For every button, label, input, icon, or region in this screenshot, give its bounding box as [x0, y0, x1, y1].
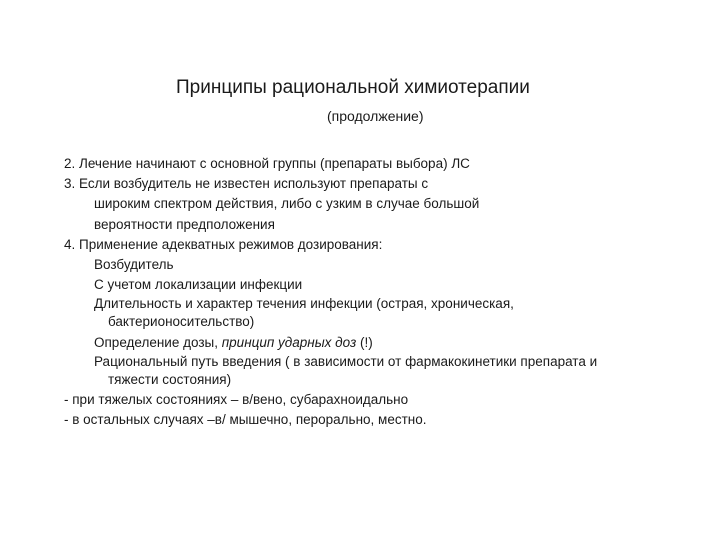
slide-subtitle: (продолжение): [327, 108, 424, 124]
item-3-line-3: вероятности предположения: [94, 216, 275, 232]
sub-item-pathogen: Возбудитель: [94, 256, 174, 272]
item-2: 2. Лечение начинают с основной группы (препараты выбора) ЛС: [64, 156, 470, 171]
sub-item-route-line-2: тяжести состояния): [108, 371, 232, 387]
sub-item-duration-line-1: Длительность и характер течения инфекции (острая, хроническая,: [94, 296, 514, 312]
sub-item-route-line-1: Рациональный путь введения ( в зависимости от фармакокинетики препарата и: [94, 353, 598, 369]
item-4: 4. Применение адекватных режимов дозирования:: [64, 236, 383, 252]
dash-item-severe: - при тяжелых состояниях – в/вено, субарахноидально: [64, 391, 409, 407]
dose-principle: принцип ударных доз: [221, 334, 357, 350]
item-3-line-2: широким спектром действия, либо с узким в случае большой: [94, 196, 480, 212]
sub-item-dose: [64, 333, 704, 353]
sub-item-localization: С учетом локализации инфекции: [94, 277, 303, 293]
dose-prefix: Определение дозы,: [94, 334, 222, 350]
item-3-line-1: 3. Если возбудитель не известен используют препараты с: [64, 176, 429, 192]
dash-item-other: - в остальных случаях –в/ мышечно, перорально, местно.: [64, 412, 427, 428]
slide-title: Принципы рациональной химиотерапии: [176, 77, 530, 98]
slide-body: [64, 154, 704, 430]
dose-suffix: (!): [356, 334, 373, 350]
sub-item-duration-line-2: бактерионосительство): [108, 314, 255, 330]
